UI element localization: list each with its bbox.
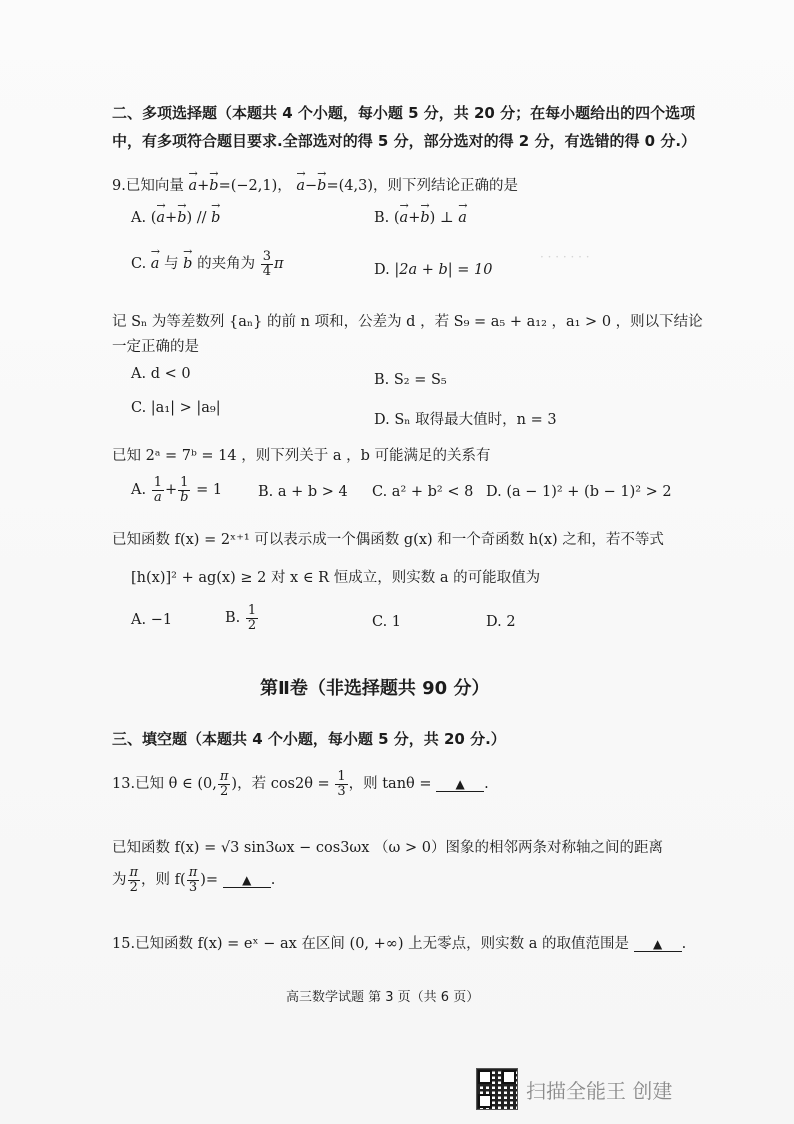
q10-option-c: C. |a₁| > |a₉|: [131, 400, 221, 416]
q9-option-b: B. (→ a+→ b) ⊥ → a: [374, 210, 467, 226]
q10-option-a: A. d < 0: [131, 366, 191, 382]
q12-stem-line2: [h(x)]² + ag(x) ≥ 2 对 x ∈ R 恒成立，则实数 a 的可能取值为: [131, 570, 541, 586]
answer-triangle-icon: ▲: [652, 937, 663, 951]
q9-stem: 9.已知向量 → a+→ b=(−2,1)， → a−→ b=(4,3)，则下列结论正确的是: [112, 174, 518, 195]
q12-option-b: B. $\frac{1}{2}$: [225, 603, 257, 633]
q13-stem: 13.已知 θ ∈ (0, $\frac{\pi}{2}$ )，若 cos2θ = $\frac{1}{3}$ ，则 tanθ = ▲ .: [112, 769, 489, 799]
q12-option-a: A. −1: [131, 612, 173, 628]
q11-option-a: A. $\frac{1}{a}$ + $\frac{1}{b}$ = 1: [131, 475, 223, 505]
answer-triangle-icon: ▲: [455, 777, 465, 792]
q9-option-d: D. |2a + b| = 10: [374, 262, 493, 278]
q13-answer-blank[interactable]: [436, 777, 484, 792]
q10-option-d: D. Sₙ 取得最大值时，n = 3: [374, 412, 557, 428]
q10-stem-line2: 一定正确的是: [112, 339, 199, 355]
q12-option-c: C. 1: [372, 614, 402, 630]
q11-option-c: C. a² + b² < 8: [372, 484, 474, 500]
q9-option-c: C. → a 与 → b 的夹角为 $\frac{3}{4}$ π: [131, 250, 284, 278]
q14-stem-line1: 已知函数 f(x) = √3 sin3ωx − cos3ωx （ω > 0）图象的相邻两条对称轴之间的距离: [112, 840, 663, 856]
q11-stem: 已知 2ᵃ = 7ᵇ = 14 ，则下列关于 a ，b 可能满足的关系有: [112, 448, 491, 464]
q9-option-a: A. (→ a+→ b) // → b: [131, 210, 220, 226]
q14-stem-line2: 为 $\frac{\pi}{2}$ ，则 f( $\frac{\pi}{3}$ )= ▲ .: [112, 865, 276, 895]
fraction-three-quarters: $\frac{3}{4}$: [262, 249, 271, 279]
scanner-watermark: 扫描全能王 创建: [526, 1079, 673, 1103]
q11-option-d: D. (a − 1)² + (b − 1)² > 2: [486, 484, 672, 500]
q14-answer-blank[interactable]: [223, 873, 271, 888]
section3-heading: 三、填空题（本题共 4 个小题，每小题 5 分，共 20 分.）: [112, 730, 506, 748]
qr-code-icon: [476, 1068, 518, 1110]
part2-title: 第Ⅱ卷（非选择题共 90 分）: [260, 678, 490, 699]
section2-heading-line1: 二、多项选择题（本题共 4 个小题，每小题 5 分，共 20 分；在每小题给出的四个选项: [112, 104, 696, 122]
q15-stem: 15.已知函数 f(x) = eˣ − ax 在区间 (0, +∞) 上无零点，则实数 a 的取值范围是 ▲ .: [112, 936, 687, 952]
bleed-through-text: · · · · · · ·: [540, 250, 590, 264]
section2-heading-line2: 中，有多项符合题目要求.全部选对的得 5 分，部分选对的得 2 分，有选错的得 0 分.）: [112, 132, 697, 150]
q12-option-d: D. 2: [486, 614, 516, 630]
q11-option-b: B. a + b > 4: [258, 484, 348, 500]
q10-stem-line1: 记 Sₙ 为等差数列 {aₙ} 的前 n 项和，公差为 d ，若 S₉ = a₅ + a₁₂ ，a₁ > 0 ，则以下结论: [112, 314, 703, 330]
answer-triangle-icon: ▲: [242, 873, 252, 888]
q10-option-b: B. S₂ = S₅: [374, 372, 447, 388]
q12-stem-line1: 已知函数 f(x) = 2ˣ⁺¹ 可以表示成一个偶函数 g(x) 和一个奇函数 h(x) 之和，若不等式: [112, 532, 664, 548]
page-footer: 高三数学试题 第 3 页（共 6 页）: [286, 990, 480, 1005]
q15-answer-blank[interactable]: [634, 937, 682, 952]
